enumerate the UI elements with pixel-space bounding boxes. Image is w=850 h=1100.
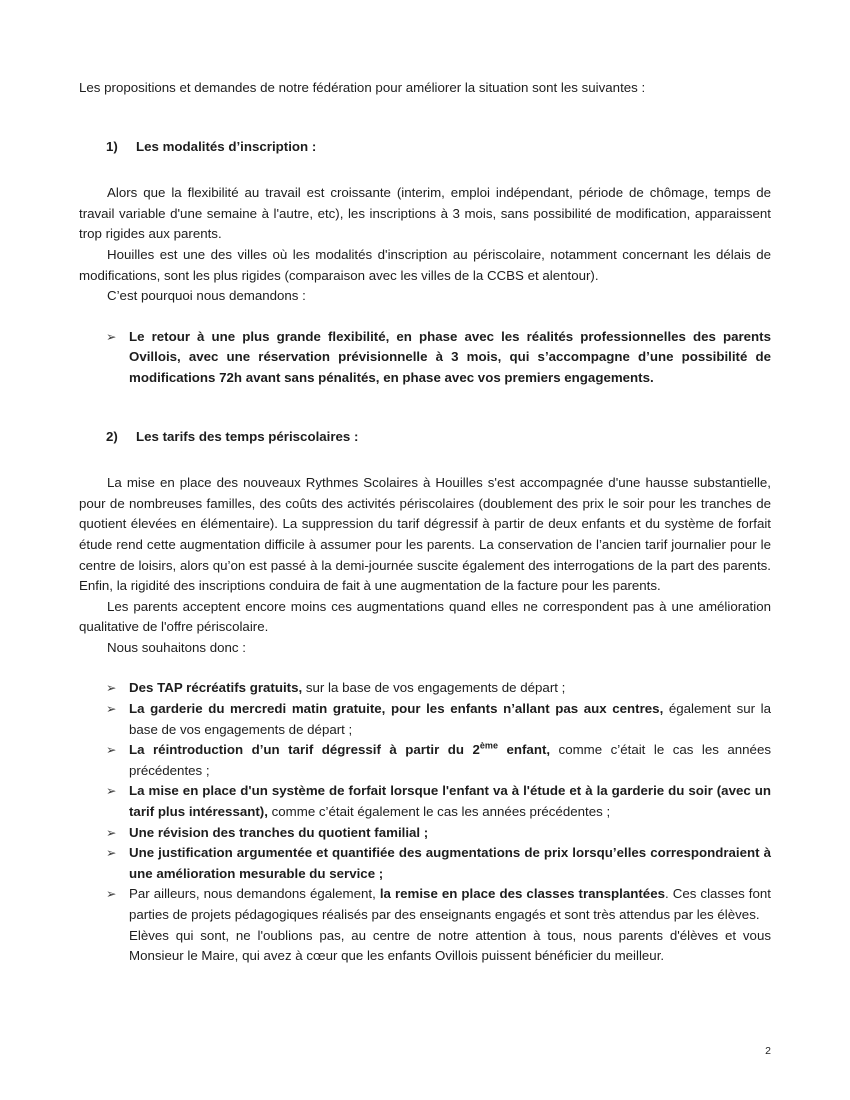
section-1-number: 1) — [106, 138, 118, 154]
list-item — [79, 781, 771, 822]
list-item — [79, 843, 771, 884]
section-2-heading — [79, 427, 771, 448]
section-2-number: 2) — [106, 428, 118, 444]
list-item-bold-text: Des TAP récréatifs gratuits, — [129, 680, 303, 696]
list-item-normal-text: . Ces classes font parties de projets pédagogiques réalisés par des enseignants engagés et sont très attendus par les élèves. — [129, 886, 771, 922]
spacer — [79, 658, 771, 678]
list-item-subparagraph: Elèves qui sont, ne l'oublions pas, au centre de notre attention à tous, nous parents d'élèves et vous Monsieur le Maire, qui avez à cœur que les enfants Ovillois puissent bénéficier du meilleur. — [129, 927, 771, 964]
list-item — [79, 327, 771, 389]
arrowhead-bullet-icon: ➢ — [106, 845, 117, 861]
list-item-normal-text-pre: Par ailleurs, nous demandons également, — [129, 886, 380, 902]
list-item-bold-text: La garderie du mercredi matin gratuite, pour les enfants n’allant pas aux centres, — [129, 701, 664, 717]
list-item — [79, 740, 771, 781]
arrowhead-bullet-icon: ➢ — [106, 783, 117, 799]
spacer — [79, 447, 771, 473]
document-body — [79, 78, 771, 967]
list-item — [79, 699, 771, 740]
section-2-title: Les tarifs des temps périscolaires : — [136, 428, 359, 444]
list-item-bold-text: Une révision des tranches du quotient familial ; — [129, 824, 429, 840]
list-item-normal-text: sur la base de vos engagements de départ ; — [302, 680, 566, 696]
list-item-bold-text: la remise en place des classes transplantées — [379, 886, 665, 902]
list-item-bold-text: Une justification argumentée et quantifiée des augmentations de prix lorsqu’elles correspondraient à une amélioration mesurable du service ; — [129, 845, 771, 881]
section-2-paragraph-1: La mise en place des nouveaux Rythmes Scolaires à Houilles s'est accompagnée d'une hausse substantielle, pour de nombreuses familles, des coûts des activités périscolaires (doublement des prix le soir pour les tranches de quotient élevées en élémentaire). La suppression du tarif dégressif à partir de deux enfants et du système de forfait étude rend cette augmentation difficile à assumer pour les parents. La conservation de l’ancien tarif journalier pour le centre de loisirs, alors qu’on est passé à la demi-journée suscite également des interrogations de la part des parents. Enfin, la rigidité des inscriptions conduira de fait à une augmentation de la facture pour les parents. — [79, 475, 771, 594]
arrowhead-bullet-icon: ➢ — [106, 886, 117, 902]
section-1-bullet-list — [79, 327, 771, 389]
arrowhead-bullet-icon: ➢ — [106, 824, 117, 840]
list-item-superscript — [480, 742, 498, 757]
section-2-paragraph-2: Les parents acceptent encore moins ces augmentations quand elles ne correspondent pas à une amélioration qualitative de l'offre périscolaire. — [79, 598, 771, 635]
list-item-bold-text: Le retour à une plus grande flexibilité, en phase avec les réalités professionnelles des parents Ovillois, avec une réservation prévisionnelle à 3 mois, qui s’accompagne d’une possibilité de modifications 72h avant sans pénalités, en phase avec vos premiers engagements. — [129, 328, 771, 385]
list-item-normal-text: également sur la base de vos engagements de départ ; — [129, 701, 771, 737]
section-1-title: Les modalités d’inscription : — [136, 138, 317, 154]
list-item — [79, 823, 771, 844]
list-item — [79, 678, 771, 699]
list-item-normal-text: comme c’était également le cas les années précédentes ; — [267, 804, 611, 820]
list-item-bold-text: La mise en place d'un système de forfait lorsque l'enfant va à l'étude et à la garderie du soir (avec un tarif plus intéressant), — [129, 783, 771, 820]
arrowhead-bullet-icon: ➢ — [106, 328, 117, 344]
list-item-bold-text-pre: La réintroduction d’un tarif dégressif à partir du 2 — [129, 742, 480, 758]
page-number: 2 — [765, 1045, 771, 1057]
superscript-text: ème — [479, 740, 498, 751]
spacer — [79, 99, 771, 137]
section-2-paragraph-3: Nous souhaitons donc : — [107, 639, 246, 655]
section-1-paragraph-3: C’est pourquoi nous demandons : — [107, 288, 306, 304]
list-item-bold-text-post: enfant, — [497, 742, 551, 758]
arrowhead-bullet-icon: ➢ — [106, 701, 117, 717]
spacer — [79, 157, 771, 183]
arrowhead-bullet-icon: ➢ — [106, 680, 117, 696]
spacer — [79, 389, 771, 427]
list-item-normal-text: comme c’était le cas les années précédentes ; — [129, 742, 771, 778]
section-2-bullet-list — [79, 678, 771, 966]
spacer — [79, 307, 771, 327]
arrowhead-bullet-icon: ➢ — [106, 742, 117, 758]
section-1-heading — [79, 137, 771, 158]
section-1-paragraph-1: Alors que la flexibilité au travail est croissante (interim, emploi indépendant, période de chômage, temps de travail variable d'une semaine à l'autre, etc), les inscriptions à 3 mois, sans possibilité de modification, apparaissent trop rigides aux parents. — [79, 185, 771, 242]
section-1-paragraph-2: Houilles est une des villes où les modalités d'inscription au périscolaire, notamment concernant les délais de modifications, sont les plus rigides (comparaison avec les villes de la CCBS et alentour). — [79, 246, 771, 283]
list-item — [79, 884, 771, 966]
intro-paragraph: Les propositions et demandes de notre fédération pour améliorer la situation sont les suivantes : — [79, 80, 646, 95]
